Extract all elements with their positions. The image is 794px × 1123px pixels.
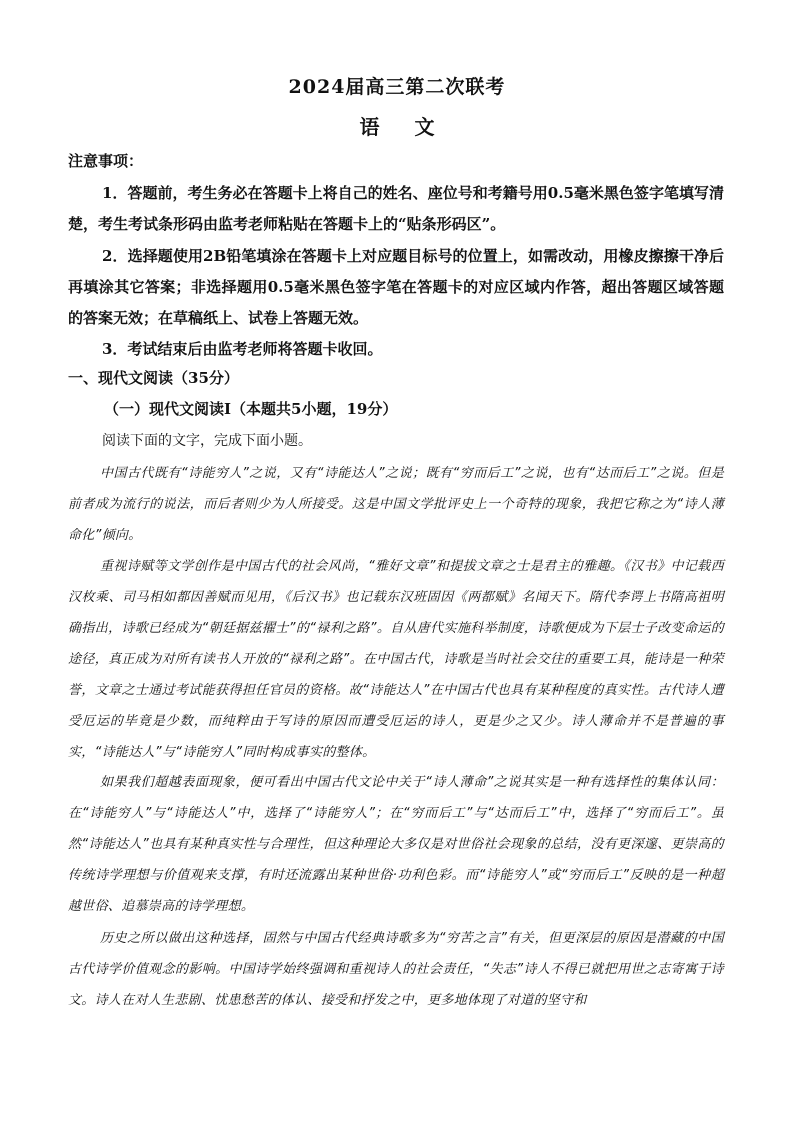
subject-title: 语 文 (359, 115, 449, 139)
passage-paragraph-4: 历史之所以做出这种选择，固然与中国古代经典诗歌多为“穷苦之言”有关，但更深层的原因是潜藏的中国古代诗学价值观念的影响。中国诗学始终强调和重视诗人的社会责任，“失志”诗人不得已就把用世之志寄寓于诗文。诗人在对人生悲剧、忧患愁苦的体认、接受和抒发之中，更多地体现了对道的坚守和 (68, 931, 724, 1008)
notice-item-3: 3．考试结束后由监考老师将答题卡收回。 (102, 340, 383, 358)
section-title: 一、现代文阅读（35分） (68, 369, 239, 387)
passage-paragraph-3: 如果我们超越表面现象，便可看出中国古代文论中关于“诗人薄命”之说其实是一种有选择性的集体认同：在“诗能穷人”与“诗能达人”中，选择了“诗能穷人”；在“穷而后工”与“达而后工”中，选择了“穷而后工”。虽然“诗能达人”也具有某种真实性与合理性，但这种理论大多仅是对世俗社会现象的总结，没有更深邃、更崇高的传统诗学理想与价值观来支撑，有时还流露出某种世俗·功利色彩。而“诗能穷人”或“穷而后工”反映的是一种超越世俗、追慕崇高的诗学理想。 (68, 775, 724, 914)
notice-item-1: 1．答题前，考生务必在答题卡上将自己的姓名、座位号和考籍号用0.5毫米黑色签字笔填写清楚，考生考试条形码由监考老师粘贴在答题卡上的“贴条形码区”。 (68, 184, 724, 233)
subsection-title: （一）现代文阅读Ⅰ（本题共5小题，19分） (104, 400, 398, 418)
notice-heading: 注意事项： (68, 152, 144, 170)
passage-paragraph-1: 中国古代既有“诗能穷人”之说，又有“诗能达人”之说；既有“穷而后工”之说，也有“达而后工”之说。但是前者成为流行的说法，而后者则少为人所接受。这是中国文学批评史上一个奇特的现象，我把它称之为“诗人薄命化”倾向。 (68, 466, 724, 543)
reading-instruction: 阅读下面的文字，完成下面小题。 (102, 433, 312, 449)
passage-paragraph-2: 重视诗赋等文学创作是中国古代的社会风尚，“雅好文章”和提拔文章之士是君主的雅趣。《汉书》中记载西汉枚乘、司马相如都因善赋而见用，《后汉书》也记载东汉班固因《两都赋》名闻天下。隋代李谔上书隋高祖明确指出，诗歌已经成为“朝廷据兹擢士”的“禄利之路”。自从唐代实施科举制度，诗歌便成为下层士子改变命运的途径，真正成为对所有读书人开放的“禄利之路”。在中国古代，诗歌是当时社会交往的重要工具，能诗是一种荣誉，文章之士通过考试能获得担任官员的资格。故“诗能达人”在中国古代也具有某种程度的真实性。古代诗人遭受厄运的毕竟是少数，而纯粹由于写诗的原因而遭受厄运的诗人，更是少之又少。诗人薄命并不是普遍的事实，“诗能达人”与“诗能穷人”同时构成事实的整体。 (68, 559, 724, 760)
exam-title: 2024届高三第二次联考 (288, 76, 506, 98)
notice-item-2: 2．选择题使用2B铅笔填涂在答题卡上对应题目标号的位置上，如需改动，用橡皮擦擦干净后再填涂其它答案；非选择题用0.5毫米黑色签字笔在答题卡的对应区域内作答，超出答题区域答题的答案无效；在草稿纸上、试卷上答题无效。 (68, 247, 724, 327)
